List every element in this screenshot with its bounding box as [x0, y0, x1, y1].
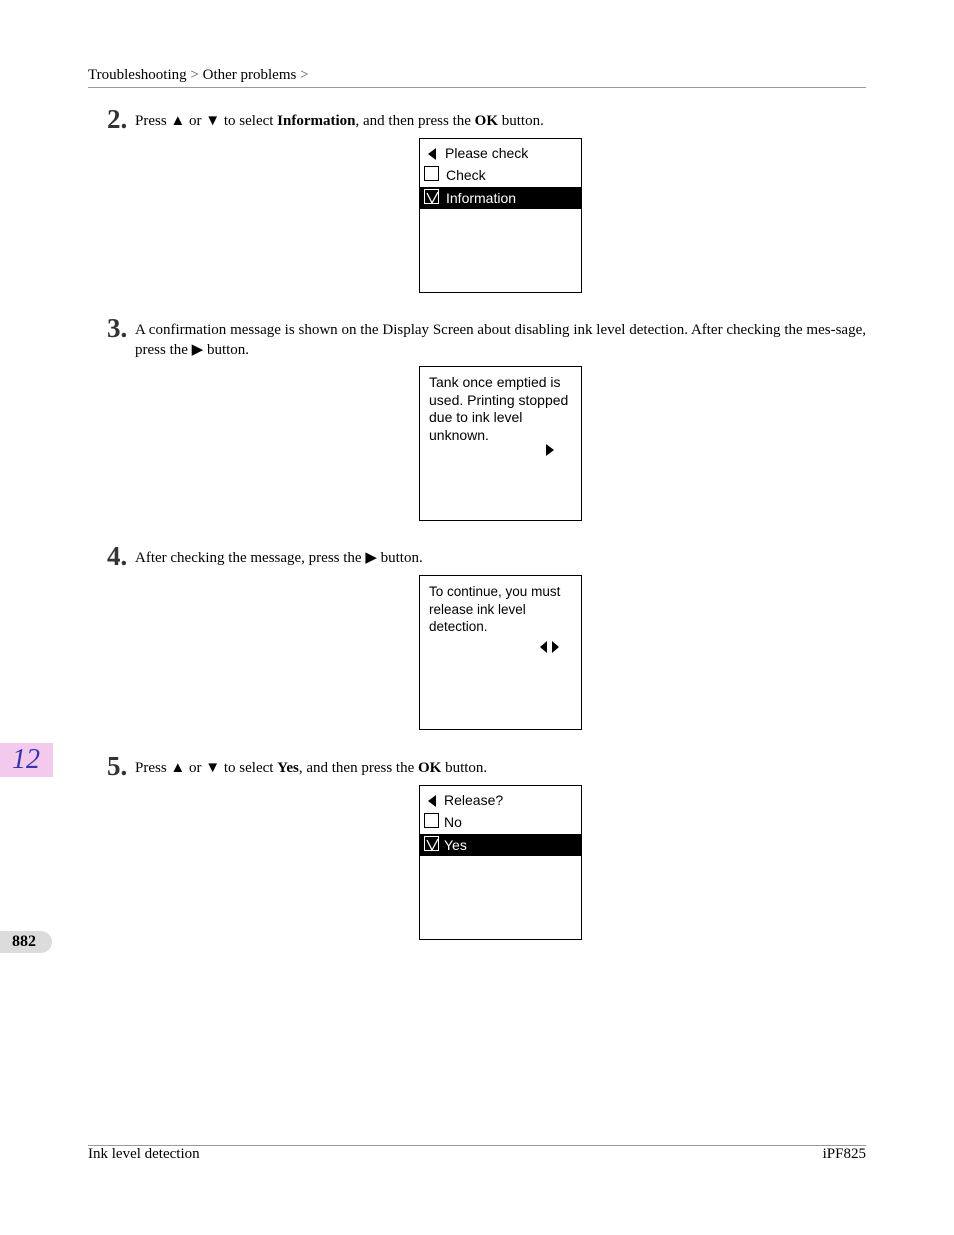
page-number-tab: [0, 931, 52, 953]
menu-item-yes: Yes: [420, 834, 581, 856]
menu-item-no: No: [420, 811, 581, 833]
breadcrumb: [88, 67, 309, 84]
step-number: 4.: [107, 541, 128, 571]
checkbox-icon: [424, 166, 439, 181]
step-instruction: A confirmation message is shown on the Display Screen about disabling ink level detection. After checking the mes-sage, press the ▶ button.: [135, 322, 866, 358]
header-divider: [88, 87, 866, 88]
display-screen-release-detection: [419, 575, 582, 730]
footer-model-name: iPF825: [822, 1146, 866, 1162]
step-number: 5.: [107, 751, 128, 781]
breadcrumb-link-other-problems[interactable]: Other problems: [202, 67, 297, 83]
chapter-tab[interactable]: [0, 743, 53, 777]
right-arrow-icon: [546, 444, 554, 456]
display-screen-please-check: [419, 138, 582, 293]
left-arrow-icon: [428, 795, 436, 807]
step-instruction: Press ▲ or ▼ to select Yes, and then press the OK button.: [135, 760, 488, 776]
display-screen-tank-emptied: [419, 366, 582, 521]
screen-message: Tank once emptied is used. Printing stopped due to ink level unknown.: [429, 374, 569, 443]
breadcrumb-separator: >: [190, 67, 199, 83]
menu-item-information: Information: [420, 187, 581, 209]
checkbox-icon: [424, 813, 439, 828]
right-arrow-icon: [552, 641, 559, 653]
checkbox-checked-icon: [424, 836, 439, 851]
left-arrow-icon: [540, 641, 547, 653]
checkbox-checked-icon: [424, 189, 439, 204]
footer-divider: [88, 1145, 866, 1146]
page-number: 882: [12, 933, 36, 950]
footer-section-title: Ink level detection: [88, 1146, 200, 1162]
menu-item-check: Check: [420, 164, 581, 186]
screen-title-row: [420, 789, 581, 811]
breadcrumb-separator: >: [300, 67, 309, 83]
screen-title: Please check: [445, 145, 529, 161]
step-instruction: Press ▲ or ▼ to select Information, and then press the OK button.: [135, 113, 544, 129]
step-number: 3.: [107, 313, 128, 343]
screen-title-row: [420, 142, 581, 164]
left-arrow-icon: [428, 148, 436, 160]
screen-message: To continue, you must release ink level detection.: [429, 584, 561, 634]
chapter-number: 12: [12, 744, 40, 775]
step-instruction: After checking the message, press the ▶ button.: [135, 550, 423, 566]
breadcrumb-link-troubleshooting[interactable]: Troubleshooting: [88, 67, 187, 83]
display-screen-release: [419, 785, 582, 940]
screen-title: Release?: [444, 792, 504, 808]
step-number: 2.: [107, 104, 128, 134]
